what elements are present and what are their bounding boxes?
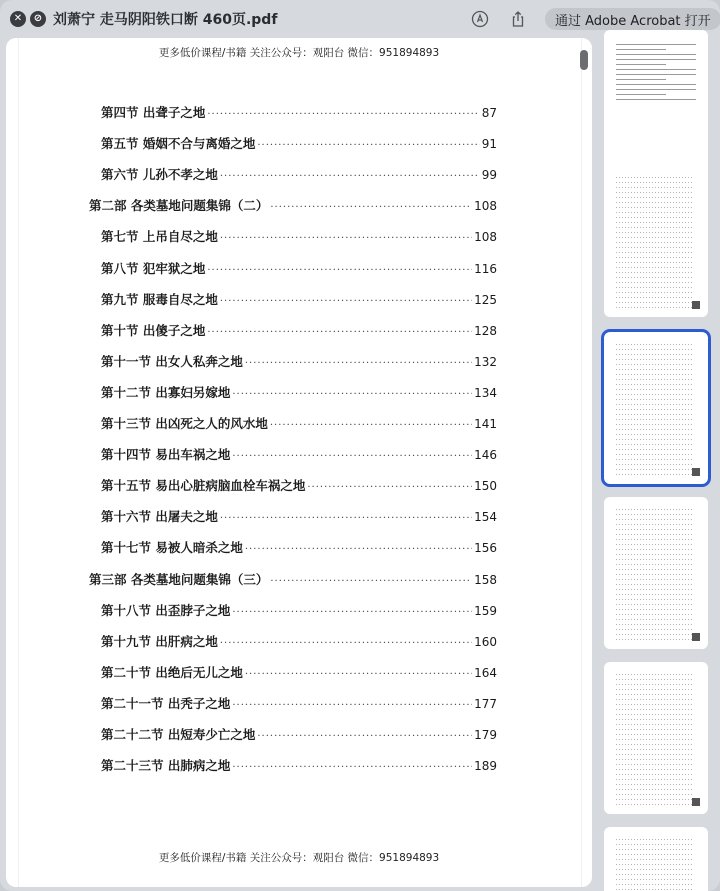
thumbnail-toc-line <box>616 684 694 685</box>
thumbnail-qr-mark <box>692 468 700 476</box>
thumbnail-toc-line <box>616 759 694 760</box>
toc-entry[interactable] <box>101 725 497 743</box>
toc-entry[interactable] <box>101 663 497 681</box>
thumbnail-toc-line <box>616 839 694 840</box>
toc-entry-label: 第十一节 出女人私奔之地 <box>101 353 243 369</box>
thumbnail-text-line <box>616 94 666 95</box>
close-icon[interactable]: ✕ <box>10 11 26 27</box>
toc-leader-dots <box>270 576 472 587</box>
thumbnail-toc-line <box>616 409 694 410</box>
toc-entry-label: 第十七节 易被人暗杀之地 <box>101 540 243 556</box>
page-thumbnail[interactable] <box>604 662 708 814</box>
page-thumbnail[interactable] <box>604 497 708 649</box>
page-footer: 更多低价课程/书籍 关注公众号：观阳台 微信：951894893 <box>158 852 440 864</box>
thumbnail-toc-line <box>616 232 694 233</box>
thumbnail-toc-line <box>616 784 694 785</box>
thumbnail-toc-line <box>616 474 694 475</box>
toc-entry-page: 141 <box>474 417 497 431</box>
thumbnail-qr-mark <box>692 301 700 309</box>
thumbnail-toc-line <box>616 869 694 870</box>
toc-entry[interactable] <box>101 103 497 121</box>
toc-leader-dots <box>257 731 472 742</box>
share-icon[interactable] <box>508 9 528 29</box>
thumbnail-toc-line <box>616 599 694 600</box>
thumbnail-toc-line <box>616 217 694 218</box>
thumbnail-toc-line <box>616 574 694 575</box>
toc-leader-dots <box>232 762 472 773</box>
thumbnail-toc-line <box>616 799 694 800</box>
toc-entry-page: 91 <box>481 137 497 152</box>
thumbnail-qr-mark <box>692 633 700 641</box>
toc-entry-page: 177 <box>474 696 497 711</box>
thumbnail-toc-line <box>616 804 694 805</box>
thumbnail-toc-line <box>616 177 694 178</box>
thumbnail-toc-line <box>616 774 694 775</box>
thumbnail-toc-line <box>616 292 694 293</box>
thumbnail-toc-line <box>616 247 694 248</box>
toc-leader-dots <box>220 233 472 244</box>
thumbnail-toc-line <box>616 192 694 193</box>
thumbnail-toc-line <box>616 794 694 795</box>
toc-entry-label: 第七节 上吊自尽之地 <box>101 229 218 245</box>
thumbnail-text-line <box>616 69 696 70</box>
toc-leader-dots <box>207 265 472 276</box>
thumbnail-toc-line <box>616 524 694 525</box>
toc-entry[interactable] <box>101 134 497 152</box>
toc-entry-label: 第二十二节 出短寿少亡之地 <box>101 727 256 742</box>
thumbnail-toc-line <box>616 424 694 425</box>
thumbnail-toc-line <box>616 519 694 520</box>
thumbnail-toc-line <box>616 404 694 405</box>
toc-leader-dots <box>245 358 472 369</box>
markup-icon[interactable] <box>470 9 490 29</box>
thumbnail-qr-mark <box>692 798 700 806</box>
thumbnail-toc-line <box>616 374 694 375</box>
toc-entry[interactable] <box>101 352 497 370</box>
toc-entry[interactable] <box>89 196 497 214</box>
thumbnail-toc-line <box>616 734 694 735</box>
thumbnail-toc-line <box>616 364 694 365</box>
toc-entry[interactable] <box>101 383 497 401</box>
toc-entry-page: 150 <box>474 479 497 494</box>
thumbnail-toc-line <box>616 414 694 415</box>
toc-entry-label: 第二部 各类墓地问题集锦（二） <box>89 198 269 214</box>
thumbnail-toc-line <box>616 307 694 308</box>
thumbnail-toc-line <box>616 579 694 580</box>
thumbnail-text-line <box>616 44 696 45</box>
toc-leader-dots <box>257 140 479 151</box>
thumbnail-text-line <box>616 89 696 90</box>
thumbnail-toc-line <box>616 354 694 355</box>
toc-leader-dots <box>270 420 472 431</box>
toc-entry[interactable] <box>101 227 497 245</box>
toc-entry-label: 第十节 出傻子之地 <box>101 322 206 338</box>
thumbnail-toc-line <box>616 689 694 690</box>
thumbnail-toc-line <box>616 709 694 710</box>
thumbnail-toc-line <box>616 889 694 890</box>
thumbnail-toc-line <box>616 719 694 720</box>
toc-entry[interactable] <box>101 321 497 339</box>
thumbnail-toc-line <box>616 282 694 283</box>
thumbnail-toc-line <box>616 267 694 268</box>
thumbnail-sidebar <box>598 38 720 891</box>
thumbnail-toc-line <box>616 874 694 875</box>
thumbnail-text-line <box>616 49 666 50</box>
thumbnail-toc-line <box>616 212 694 213</box>
toc-entry-label: 第二十三节 出肺病之地 <box>101 758 231 774</box>
document-title: 刘萧宁 走马阴阳铁口断 460页.pdf <box>53 12 278 28</box>
thumbnail-toc-line <box>616 384 694 385</box>
toc-entry-page: 189 <box>474 759 497 774</box>
toc-entry-label: 第六节 儿孙不孝之地 <box>101 167 218 183</box>
page-thumbnail[interactable] <box>604 332 708 484</box>
thumbnail-toc-line <box>616 534 694 535</box>
thumbnail-toc-line <box>616 394 694 395</box>
toc-leader-dots <box>232 389 472 400</box>
thumbnail-toc-line <box>616 449 694 450</box>
toc-entry[interactable] <box>101 476 497 494</box>
thumbnail-toc-line <box>616 429 694 430</box>
toc-entry-label: 第十九节 出肝病之地 <box>101 633 218 649</box>
toc-leader-dots <box>220 638 472 649</box>
toc-entry-label: 第十八节 出歪脖子之地 <box>101 602 231 618</box>
thumbnail-toc-line <box>616 207 694 208</box>
pdf-page[interactable] <box>6 38 592 887</box>
thumbnail-toc-line <box>616 369 694 370</box>
toc-entry-label: 第十五节 易出心脏病脑血栓车祸之地 <box>101 478 306 494</box>
thumbnail-toc-line <box>616 444 694 445</box>
thumbnail-text-line <box>616 79 666 80</box>
thumbnail-toc-line <box>616 197 694 198</box>
toc-entry-page: 99 <box>481 168 497 183</box>
toc-entry-label: 第四节 出聋子之地 <box>101 105 206 120</box>
thumbnail-toc-line <box>616 439 694 440</box>
open-in-acrobat-button[interactable]: 通过 Adobe Acrobat 打开 <box>545 8 720 30</box>
toc-entry-page: 108 <box>474 230 497 245</box>
toc-entry-page: 108 <box>474 199 497 214</box>
thumbnail-toc-line <box>616 714 694 715</box>
thumbnail-toc-line <box>616 679 694 680</box>
toc-entry-page: 154 <box>474 510 497 525</box>
toc-entry-label: 第三部 各类墓地问题集锦（三） <box>89 571 269 587</box>
thumbnail-toc-line <box>616 674 694 675</box>
thumbnail-toc-line <box>616 744 694 745</box>
thumbnail-toc-line <box>616 884 694 885</box>
thumbnail-toc-line <box>616 287 694 288</box>
toc-entry-page: 134 <box>474 385 497 400</box>
thumbnail-toc-line <box>616 464 694 465</box>
thumbnail-toc-line <box>616 569 694 570</box>
toc-entry[interactable] <box>101 538 497 556</box>
thumbnail-toc-line <box>616 544 694 545</box>
thumbnail-toc-line <box>616 729 694 730</box>
toc-entry-page: 125 <box>474 292 497 307</box>
thumbnail-text-line <box>616 99 696 100</box>
thumbnail-text-line <box>616 54 696 55</box>
thumbnail-toc-line <box>616 584 694 585</box>
toc-entry[interactable] <box>101 259 497 277</box>
toc-entry-page: 132 <box>474 354 497 369</box>
thumbnail-toc-line <box>616 272 694 273</box>
toc-leader-dots <box>207 109 479 120</box>
thumbnail-toc-line <box>616 539 694 540</box>
thumbnail-toc-line <box>616 559 694 560</box>
toc-entry-label: 第五节 婚姻不合与离婚之地 <box>101 136 256 152</box>
toc-entry[interactable] <box>101 632 497 650</box>
toc-entry[interactable] <box>101 601 497 619</box>
thumbnail-toc-line <box>616 419 694 420</box>
toc-leader-dots <box>232 451 472 462</box>
thumbnail-toc-line <box>616 769 694 770</box>
thumbnail-toc-line <box>616 182 694 183</box>
toc-entry-label: 第二十一节 出秃子之地 <box>101 695 231 711</box>
thumbnail-toc-line <box>616 399 694 400</box>
toc-entry[interactable] <box>101 507 497 525</box>
thumbnail-toc-line <box>616 262 694 263</box>
toc-leader-dots <box>207 327 472 338</box>
toc-entry-page: 159 <box>474 603 497 618</box>
thumbnail-toc-line <box>616 614 694 615</box>
thumbnail-toc-line <box>616 469 694 470</box>
thumbnail-toc-line <box>616 252 694 253</box>
toc-leader-dots <box>245 669 472 680</box>
thumbnail-toc-line <box>616 864 694 865</box>
toc-entry-page: 179 <box>474 728 497 742</box>
toc-entry[interactable] <box>101 694 497 712</box>
thumbnail-text-line <box>616 64 666 65</box>
thumbnail-toc-line <box>616 202 694 203</box>
toc-leader-dots <box>220 296 472 307</box>
thumbnail-toc-line <box>616 589 694 590</box>
page-thumbnail[interactable] <box>604 827 708 891</box>
thumbnail-toc-line <box>616 609 694 610</box>
toc-entry[interactable] <box>101 414 497 432</box>
thumbnail-toc-line <box>616 242 694 243</box>
thumbnail-toc-line <box>616 277 694 278</box>
toc-entry-page: 156 <box>474 541 497 556</box>
toc-entry-label: 第十四节 易出车祸之地 <box>101 447 231 463</box>
thumbnail-toc-line <box>616 749 694 750</box>
thumbnail-toc-line <box>616 634 694 635</box>
thumbnail-toc-line <box>616 704 694 705</box>
toc-entry-page: 128 <box>474 323 497 338</box>
thumbnail-toc-line <box>616 359 694 360</box>
toc-entry-label: 第九节 服毒自尽之地 <box>101 291 218 307</box>
page-thumbnail[interactable] <box>604 165 708 317</box>
thumbnail-toc-line <box>616 222 694 223</box>
thumbnail-toc-line <box>616 349 694 350</box>
thumbnail-toc-line <box>616 344 694 345</box>
thumbnail-toc-line <box>616 454 694 455</box>
toc-entry-page: 87 <box>481 106 497 120</box>
toc-entry-page: 160 <box>474 634 497 649</box>
thumbnail-toc-line <box>616 227 694 228</box>
thumbnail-toc-line <box>616 639 694 640</box>
toc-entry[interactable] <box>101 445 497 463</box>
toc-leader-dots <box>245 544 472 555</box>
thumbnail-toc-line <box>616 509 694 510</box>
thumbnail-toc-line <box>616 859 694 860</box>
thumbnail-toc-line <box>616 624 694 625</box>
scrollbar-thumb[interactable] <box>580 50 588 70</box>
toc-entry-page: 164 <box>474 665 497 680</box>
toc-entry[interactable] <box>101 165 497 183</box>
toc-entry-page: 146 <box>474 448 497 463</box>
thumbnail-toc-line <box>616 514 694 515</box>
thumbnail-toc-line <box>616 302 694 303</box>
toc-leader-dots <box>232 607 472 618</box>
toc-entry-page: 116 <box>474 261 497 276</box>
toc-entry[interactable] <box>101 290 497 308</box>
toc-entry-page: 158 <box>474 572 497 587</box>
thumbnail-toc-line <box>616 459 694 460</box>
thumbnail-toc-line <box>616 724 694 725</box>
thumbnail-toc-line <box>616 549 694 550</box>
toc-leader-dots <box>307 482 472 493</box>
page-header: 更多低价课程/书籍 关注公众号：观阳台 微信：951894893 <box>158 47 440 59</box>
toc-entry-label: 第十三节 出凶死之人的风水地 <box>101 416 268 431</box>
thumbnail-toc-line <box>616 594 694 595</box>
thumbnail-toc-line <box>616 879 694 880</box>
thumbnail-toc-line <box>616 379 694 380</box>
thumbnail-toc-line <box>616 237 694 238</box>
thumbnail-toc-line <box>616 754 694 755</box>
toc-entry-label: 第二十节 出绝后无儿之地 <box>101 664 243 680</box>
thumbnail-text-line <box>616 59 696 60</box>
page-thumbnail[interactable] <box>604 30 708 182</box>
toc-entry-label: 第十六节 出屠夫之地 <box>101 509 218 525</box>
toc-entry[interactable] <box>101 756 497 774</box>
thumbnail-toc-line <box>616 564 694 565</box>
minimize-icon[interactable]: ⊘ <box>30 11 46 27</box>
thumbnail-toc-line <box>616 257 694 258</box>
thumbnail-toc-line <box>616 854 694 855</box>
thumbnail-toc-line <box>616 764 694 765</box>
thumbnail-text-line <box>616 74 696 75</box>
toc-entry-label: 第十二节 出寡妇另嫁地 <box>101 384 231 400</box>
thumbnail-toc-line <box>616 779 694 780</box>
thumbnail-toc-line <box>616 849 694 850</box>
thumbnail-toc-line <box>616 789 694 790</box>
thumbnail-toc-line <box>616 629 694 630</box>
thumbnail-toc-line <box>616 389 694 390</box>
thumbnail-text-line <box>616 84 696 85</box>
thumbnail-toc-line <box>616 739 694 740</box>
thumbnail-toc-line <box>616 604 694 605</box>
toc-entry[interactable] <box>89 570 497 588</box>
toc-leader-dots <box>220 513 472 524</box>
thumbnail-toc-line <box>616 844 694 845</box>
toc-leader-dots <box>232 700 472 711</box>
thumbnail-toc-line <box>616 297 694 298</box>
thumbnail-toc-line <box>616 694 694 695</box>
thumbnail-toc-line <box>616 434 694 435</box>
thumbnail-toc-line <box>616 554 694 555</box>
toc-entry-label: 第八节 犯牢狱之地 <box>101 260 206 276</box>
thumbnail-toc-line <box>616 529 694 530</box>
toc-leader-dots <box>270 202 472 213</box>
thumbnail-toc-line <box>616 187 694 188</box>
thumbnail-toc-line <box>616 619 694 620</box>
thumbnail-toc-line <box>616 699 694 700</box>
toc-leader-dots <box>220 171 480 182</box>
